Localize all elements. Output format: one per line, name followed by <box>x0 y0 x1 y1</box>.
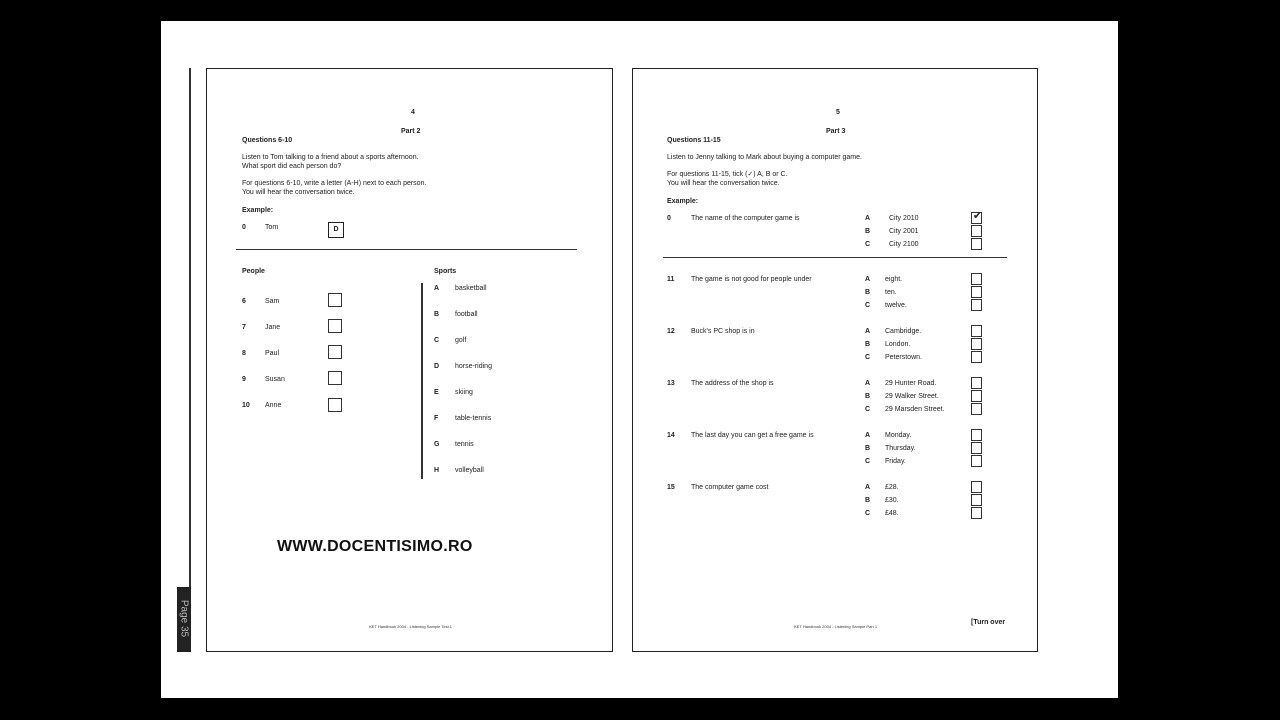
example-label: Example: <box>667 198 699 205</box>
instruction-text: Listen to Jenny talking to Mark about buying a computer game. <box>667 154 862 161</box>
sport-letter: D <box>434 363 440 370</box>
part-title: Part 3 <box>826 128 846 135</box>
person-name: Anne <box>265 402 282 409</box>
option-text: Monday. <box>885 432 912 439</box>
option-text: £30. <box>885 497 899 504</box>
option-text: Peterstown. <box>885 354 922 361</box>
answer-box[interactable] <box>328 371 342 385</box>
option-text: £28. <box>885 484 899 491</box>
instruction-text: You will hear the conversation twice. <box>667 180 780 187</box>
option-text: 29 Marsden Street. <box>885 406 945 413</box>
sport-letter: E <box>434 389 439 396</box>
instruction-text: For questions 11-15, tick (✓) A, B or C. <box>667 171 788 178</box>
option-letter: A <box>865 328 871 335</box>
right-page <box>632 68 1038 652</box>
checkbox[interactable] <box>971 494 982 506</box>
checkbox[interactable] <box>971 481 982 493</box>
person-number: 7 <box>242 324 246 331</box>
option-letter: C <box>865 406 871 413</box>
sport-letter: C <box>434 337 440 344</box>
sport-letter: G <box>434 441 440 448</box>
question-number: 0 <box>667 215 671 222</box>
sport-letter: F <box>434 415 439 422</box>
option-letter: C <box>865 510 871 517</box>
checkbox[interactable] <box>971 238 982 250</box>
option-letter: A <box>865 276 871 283</box>
check-icon: ✔ <box>972 210 983 222</box>
answer-box[interactable] <box>328 293 342 307</box>
instruction-text: You will hear the conversation twice. <box>242 189 355 196</box>
option-letter: B <box>865 341 871 348</box>
option-text: 29 Hunter Road. <box>885 380 937 387</box>
people-header: People <box>242 268 265 275</box>
checkbox[interactable] <box>971 403 982 415</box>
option-text: Thursday. <box>885 445 916 452</box>
checkbox[interactable] <box>971 225 982 237</box>
option-letter: A <box>865 380 871 387</box>
question-text: The game is not good for people under <box>691 276 812 283</box>
person-name: Susan <box>265 376 285 383</box>
sport-name: volleyball <box>455 467 484 474</box>
option-letter: B <box>865 497 871 504</box>
option-text: Friday. <box>885 458 906 465</box>
sport-name: table-tennis <box>455 415 492 422</box>
left-page <box>206 68 613 652</box>
instruction-text: What sport did each person do? <box>242 163 342 170</box>
option-letter: C <box>865 458 871 465</box>
option-letter: A <box>865 484 871 491</box>
sport-name: tennis <box>455 441 474 448</box>
question-number: 12 <box>667 328 675 335</box>
option-text: ten. <box>885 289 897 296</box>
instruction-text: Listen to Tom talking to a friend about a sports afternoon. <box>242 154 419 161</box>
sport-letter: A <box>434 285 440 292</box>
option-text: City 2001 <box>889 228 919 235</box>
option-letter: A <box>865 432 871 439</box>
question-text: The address of the shop is <box>691 380 774 387</box>
example-number: 0 <box>242 224 246 231</box>
sport-name: basketball <box>455 285 487 292</box>
checkbox[interactable] <box>971 325 982 337</box>
question-number: 13 <box>667 380 675 387</box>
instruction-text: For questions 6-10, write a letter (A-H) next to each person. <box>242 180 427 187</box>
checkbox-checked[interactable] <box>971 212 982 224</box>
divider <box>663 257 1007 258</box>
sport-name: golf <box>455 337 467 344</box>
page-number: 5 <box>836 109 840 116</box>
page-number-tab <box>177 587 191 652</box>
checkbox[interactable] <box>971 390 982 402</box>
answer-box[interactable] <box>328 345 342 359</box>
option-text: City 2010 <box>889 215 919 222</box>
binder-line <box>189 68 191 652</box>
page-number: 4 <box>411 109 415 116</box>
option-letter: C <box>865 241 871 248</box>
option-text: 29 Walker Street. <box>885 393 939 400</box>
sports-header: Sports <box>434 268 457 275</box>
sport-letter: H <box>434 467 440 474</box>
question-number: 11 <box>667 276 675 283</box>
checkbox[interactable] <box>971 273 982 285</box>
checkbox[interactable] <box>971 377 982 389</box>
sport-name: horse-riding <box>455 363 492 370</box>
person-name: Jane <box>265 324 281 331</box>
option-text: eight. <box>885 276 903 283</box>
page-footer: KET Handbook 2004 - Listening Sample Part 1 <box>794 624 878 629</box>
checkbox[interactable] <box>971 507 982 519</box>
answer-box[interactable] <box>328 319 342 333</box>
option-letter: B <box>865 228 871 235</box>
question-text: Buck's PC shop is in <box>691 328 755 335</box>
checkbox[interactable] <box>971 442 982 454</box>
example-label: Example: <box>242 207 274 214</box>
person-number: 8 <box>242 350 246 357</box>
turn-over-label: [Turn over <box>971 619 1006 626</box>
example-answer-box: D <box>328 222 344 238</box>
checkbox[interactable] <box>971 286 982 298</box>
questions-title: Questions 11-15 <box>667 137 721 144</box>
divider <box>236 249 577 250</box>
sports-column-rule <box>421 283 423 479</box>
page-number-label: Page 35 <box>178 599 190 638</box>
questions-title: Questions 6-10 <box>242 137 293 144</box>
option-letter: C <box>865 354 871 361</box>
sport-name: skiing <box>455 389 473 396</box>
sport-name: football <box>455 311 478 318</box>
option-text: City 2100 <box>889 241 919 248</box>
option-text: Cambridge. <box>885 328 922 335</box>
question-text: The last day you can get a free game is <box>691 432 814 439</box>
option-letter: B <box>865 289 871 296</box>
question-number: 15 <box>667 484 675 491</box>
example-person: Tom <box>265 224 279 231</box>
option-letter: A <box>865 215 871 222</box>
checkbox[interactable] <box>971 455 982 467</box>
person-number: 10 <box>242 402 250 409</box>
question-text: The computer game cost <box>691 484 769 491</box>
option-letter: C <box>865 302 871 309</box>
option-letter: B <box>865 445 871 452</box>
person-name: Paul <box>265 350 280 357</box>
checkbox[interactable] <box>971 299 982 311</box>
person-name: Sam <box>265 298 280 305</box>
sport-letter: B <box>434 311 440 318</box>
watermark-url[interactable]: WWW.DOCENTISIMO.RO <box>277 538 473 555</box>
person-number: 6 <box>242 298 246 305</box>
checkbox[interactable] <box>971 351 982 363</box>
option-text: twelve. <box>885 302 907 309</box>
option-text: £48. <box>885 510 899 517</box>
checkbox[interactable] <box>971 429 982 441</box>
option-text: London. <box>885 341 911 348</box>
question-text: The name of the computer game is <box>691 215 800 222</box>
person-number: 9 <box>242 376 246 383</box>
option-letter: B <box>865 393 871 400</box>
part-title: Part 2 <box>401 128 421 135</box>
answer-box[interactable] <box>328 398 342 412</box>
question-number: 14 <box>667 432 675 439</box>
checkbox[interactable] <box>971 338 982 350</box>
page-footer: KET Handbook 2004 - Listening Sample Test 1 <box>369 624 453 629</box>
